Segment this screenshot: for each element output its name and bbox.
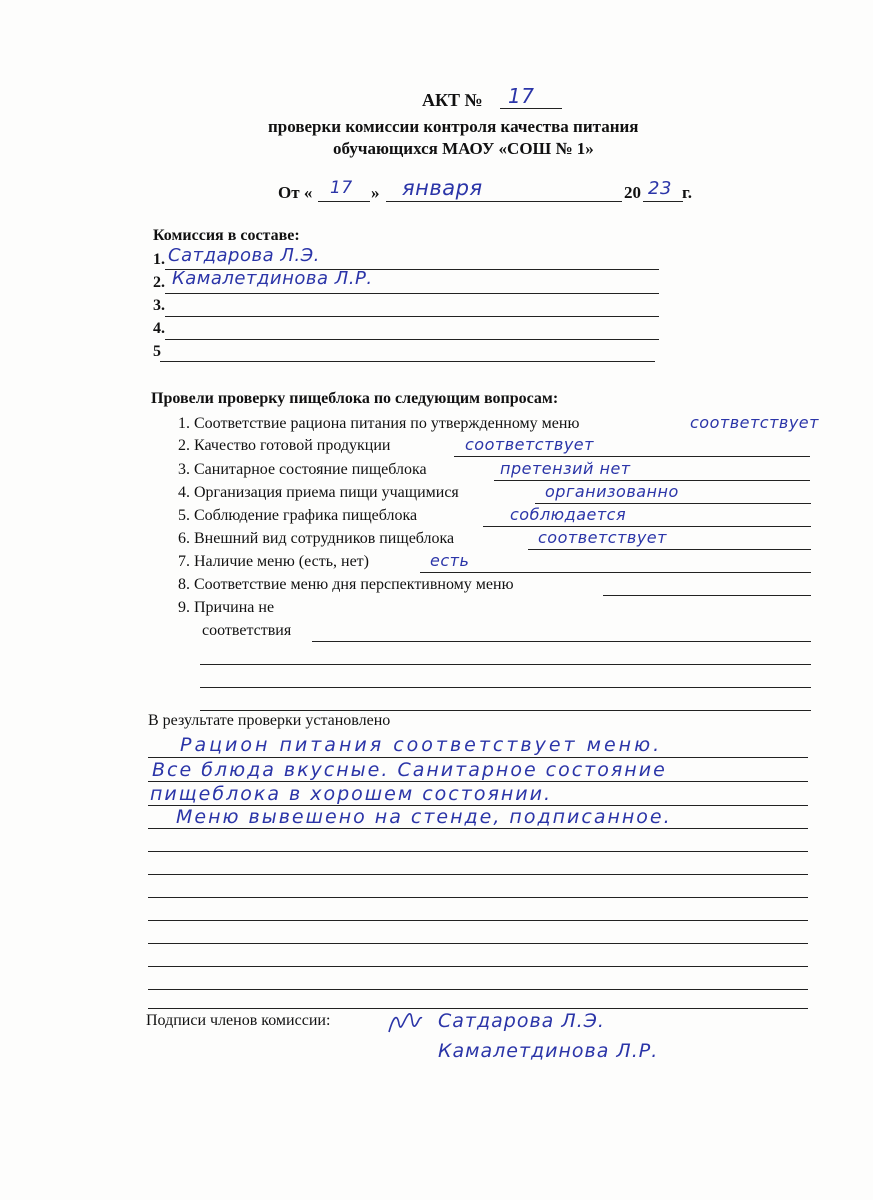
member-4-line: [165, 339, 659, 340]
result-rule-2: [148, 781, 808, 782]
act-label: АКТ №: [422, 90, 483, 110]
member-2-line: [165, 293, 659, 294]
member-1-name: Сатдарова Л.Э.: [168, 245, 320, 266]
inspection-item-8: 8. Соответствие меню дня перспективному меню: [178, 576, 514, 593]
inspection-line-6: [528, 549, 811, 550]
member-5-num: 5: [153, 343, 161, 360]
inspection-item-7: 7. Наличие меню (есть, нет): [178, 553, 369, 570]
date-day-line: [318, 201, 370, 202]
inspection-extra-line-2: [200, 687, 811, 688]
result-rule-6: [148, 874, 808, 875]
member-3-num: 3.: [153, 297, 165, 314]
act-number: 17: [508, 84, 535, 108]
result-rule-5: [148, 851, 808, 852]
inspection-line-2: [454, 456, 810, 457]
inspection-item-3: 3. Санитарное состояние пищеблока: [178, 461, 427, 478]
inspection-answer-3: претензий нет: [500, 459, 631, 478]
inspection-answer-6: соответствует: [538, 528, 667, 547]
inspection-item-1: 1. Соответствие рациона питания по утвержденному меню: [178, 415, 580, 432]
result-rule-11: [148, 989, 808, 990]
member-5-line: [160, 361, 655, 362]
inspection-line-9: [312, 641, 811, 642]
result-heading: В результате проверки установлено: [148, 712, 391, 729]
date-quote-close: »: [371, 183, 380, 202]
inspection-item-2: 2. Качество готовой продукции: [178, 437, 391, 454]
inspection-item-9: 9. Причина не: [178, 599, 275, 616]
result-rule-8: [148, 920, 808, 921]
date-prefix: От «: [278, 183, 313, 202]
subtitle-2: обучающихся МАОУ «СОШ № 1»: [333, 139, 594, 158]
inspection-item-9-cont: соответствия: [202, 622, 292, 639]
result-rule-4: [148, 828, 808, 829]
date-day: 17: [330, 178, 353, 198]
result-line-3: пищеблока в хорошем состоянии.: [150, 783, 553, 805]
inspection-item-5: 5. Соблюдение графика пищеблока: [178, 507, 418, 524]
result-rule-9: [148, 943, 808, 944]
result-line-2: Все блюда вкусные. Санитарное состояние: [152, 759, 667, 781]
subtitle-1: проверки комиссии контроля качества питания: [268, 117, 639, 136]
inspection-item-4: 4. Организация приема пищи учащимися: [178, 484, 459, 501]
member-4-num: 4.: [153, 320, 165, 337]
inspection-extra-line-3: [200, 710, 811, 711]
result-rule-1: [148, 757, 808, 758]
inspection-line-5: [483, 526, 811, 527]
signature-name-2: Камалетдинова Л.Р.: [438, 1040, 659, 1062]
date-month-line: [386, 201, 622, 202]
act-number-line: [500, 108, 562, 109]
result-rule-10: [148, 966, 808, 967]
inspection-answer-5: соблюдается: [510, 505, 627, 524]
inspection-line-3: [494, 480, 810, 481]
inspection-answer-1: соответствует: [690, 413, 819, 432]
date-month: января: [402, 176, 483, 200]
result-rule-12: [148, 1008, 808, 1009]
member-2-name: Камалетдинова Л.Р.: [172, 268, 373, 289]
date-year-line: [643, 201, 683, 202]
commission-heading: Комиссия в составе:: [153, 227, 300, 244]
inspection-item-6: 6. Внешний вид сотрудников пищеблока: [178, 530, 455, 547]
signature-scribble-icon: [385, 1008, 425, 1038]
date-year-suffix: 23: [648, 178, 672, 199]
result-line-1: Рацион питания соответствует меню.: [180, 734, 663, 756]
inspection-answer-7: есть: [430, 551, 470, 570]
inspection-answer-2: соответствует: [465, 435, 594, 454]
inspection-line-7: [420, 572, 811, 573]
inspection-line-8: [603, 595, 811, 596]
inspection-answer-4: организованно: [545, 482, 679, 501]
member-2-num: 2.: [153, 274, 165, 291]
inspection-line-4: [535, 503, 811, 504]
signatures-label: Подписи членов комиссии:: [146, 1012, 331, 1029]
result-rule-7: [148, 897, 808, 898]
date-year-prefix: 20: [624, 183, 641, 202]
signature-name-1: Сатдарова Л.Э.: [438, 1010, 605, 1032]
member-1-num: 1.: [153, 251, 165, 268]
member-3-line: [165, 316, 659, 317]
date-year-end: г.: [682, 183, 693, 202]
act-title: [422, 90, 483, 111]
inspection-extra-line-1: [200, 664, 811, 665]
result-line-4: Меню вывешено на стенде, подписанное.: [176, 806, 672, 828]
inspection-heading: Провели проверку пищеблока по следующим вопросам:: [151, 390, 559, 407]
